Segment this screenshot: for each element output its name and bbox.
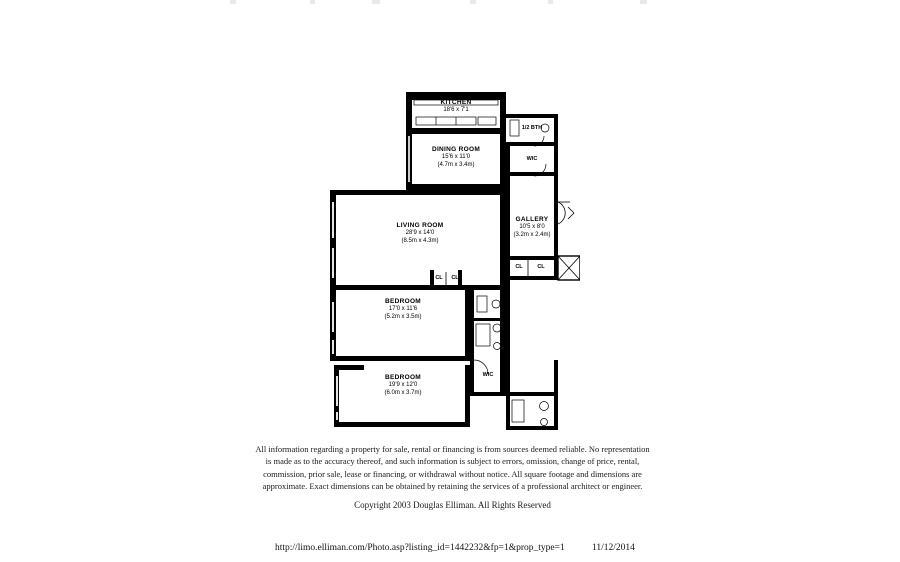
- label-cl-gallery-1: CL: [515, 264, 523, 270]
- scan-speckle: [640, 0, 647, 4]
- room-name: BEDROOM: [384, 298, 422, 305]
- label-cl-gallery-2: CL: [537, 264, 545, 270]
- scan-speckle: [470, 0, 476, 4]
- room-dim-feet: 28'9 x 14'0: [405, 230, 435, 237]
- room-name: BEDROOM: [384, 374, 422, 381]
- room-dim-feet: 15'6 x 11'0: [441, 154, 471, 161]
- room-label-bedroom-1: [358, 298, 448, 321]
- room-dim-meters: (3.2m x 2.4m): [513, 231, 551, 238]
- label-half-bath: 1/2 BTH: [521, 125, 543, 131]
- room-dim-feet: 18'6 x 7'1: [443, 107, 469, 114]
- room-name: DINING ROOM: [431, 146, 481, 153]
- label-wic-lower: WIC: [482, 372, 494, 378]
- room-label-kitchen: [416, 99, 496, 115]
- room-name: GALLERY: [515, 216, 549, 223]
- room-name: LIVING ROOM: [396, 222, 444, 229]
- room-dim-feet: 19'9 x 12'0: [388, 382, 418, 389]
- disclaimer-text: All information regarding a property for sale, rental or financing is from sources deemed reliable. No representation is made as to the accuracy thereof, and such information is subject to errors, omission, change of price, rental, commission, prior sale, lease or financing, or withdrawal without notice. All square footage and dimensions are approximate. Exact dimensions can be obtained by retaining the services of a professional architect or engineer.: [255, 444, 650, 491]
- room-label-living-room: [370, 222, 470, 245]
- room-label-dining-room: [416, 146, 496, 169]
- source-url: http://limo.elliman.com/Photo.asp?listing_id=1442232&fp=1&prop_type=1: [275, 543, 565, 553]
- label-cl-hall-1: CL: [435, 275, 443, 281]
- scan-speckle: [310, 0, 315, 4]
- scan-speckle: [548, 0, 553, 4]
- room-dim-meters: (6.0m x 3.7m): [384, 389, 422, 396]
- room-dim-meters: (8.5m x 4.3m): [401, 237, 439, 244]
- room-dim-feet: 17'0 x 11'6: [388, 306, 418, 313]
- room-dim-feet: 10'5 x 8'0: [519, 224, 545, 231]
- floor-plan-drawing: [320, 70, 580, 430]
- copyright-text: Copyright 2003 Douglas Elliman. All Rights Reserved: [354, 500, 551, 510]
- room-name: KITCHEN: [440, 99, 472, 106]
- print-date: 11/12/2014: [592, 543, 635, 553]
- label-wic-upper: WIC: [526, 156, 538, 162]
- label-cl-hall-2: CL: [451, 275, 459, 281]
- room-label-bedroom-2: [358, 374, 448, 397]
- scan-speckle: [372, 0, 380, 4]
- scan-speckle: [230, 0, 236, 4]
- room-dim-meters: (5.2m x 3.5m): [384, 313, 422, 320]
- room-label-gallery: [492, 216, 572, 239]
- room-dim-meters: (4.7m x 3.4m): [437, 161, 475, 168]
